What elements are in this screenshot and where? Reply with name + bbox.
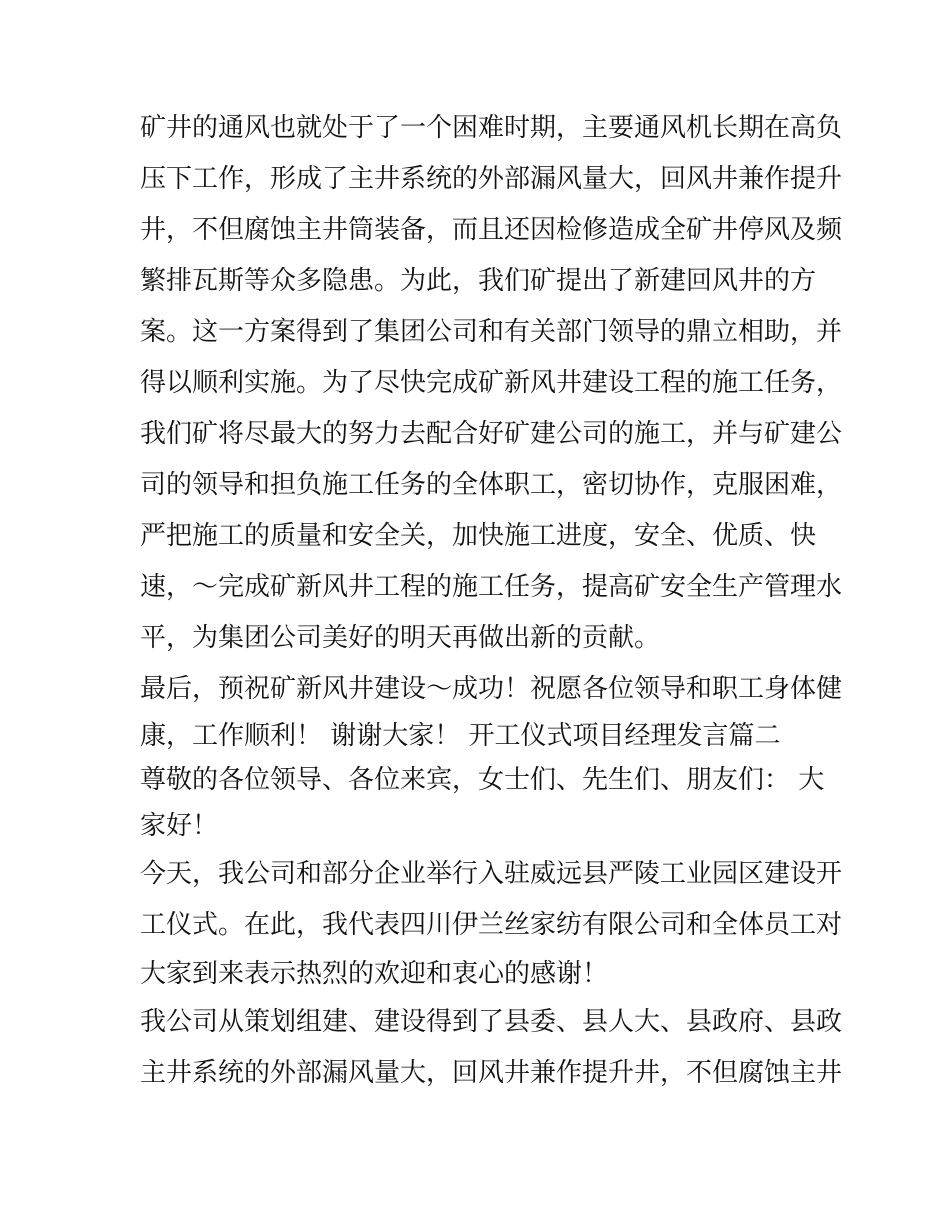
text-line: 繁排瓦斯等众多隐患。为此，我们矿提出了新建回风井的方 — [140, 266, 817, 296]
text-line: 压下工作，形成了主井系统的外部漏风量大，回风井兼作提升 — [140, 164, 843, 194]
text-line: 严把施工的质量和安全关，加快施工进度，安全、优质、快 — [140, 521, 817, 551]
text-line: 平，为集团公司美好的明天再做出新的贡献。 — [140, 623, 661, 653]
document-body — [140, 103, 843, 1099]
text-line: 井，不但腐蚀主井筒装备，而且还因检修造成全矿井停风及频 — [140, 215, 843, 245]
text-line: 最后，预祝矿新风井建设～成功！祝愿各位领导和职工身体健 — [140, 674, 843, 704]
text-line: 速，～完成矿新风井工程的施工任务，提高矿安全生产管理水 — [140, 572, 843, 602]
text-line: 我公司从策划组建、建设得到了县委、县人大、县政府、县政 — [140, 1007, 843, 1037]
text-line: 主井系统的外部漏风量大，回风井兼作提升井，不但腐蚀主井 — [140, 1058, 843, 1088]
text-line: 大家到来表示热烈的欢迎和衷心的感谢！ — [140, 959, 609, 989]
text-line: 今天，我公司和部分企业举行入驻威远县严陵工业园区建设开 — [140, 859, 843, 889]
text-line: 工仪式。在此，我代表四川伊兰丝家纺有限公司和全体员工对 — [140, 910, 843, 940]
text-line: 我们矿将尽最大的努力去配合好矿建公司的施工，并与矿建公 — [140, 419, 843, 449]
text-line: 案。这一方案得到了集团公司和有关部门领导的鼎立相助，并 — [140, 317, 843, 347]
text-line: 尊敬的各位领导、各位来宾，女士们、先生们、朋友们： 大 — [140, 765, 825, 795]
text-line: 矿井的通风也就处于了一个困难时期，主要通风机长期在高负 — [140, 113, 843, 143]
text-line: 司的领导和担负施工任务的全体职工，密切协作，克服困难， — [140, 470, 843, 500]
text-line: 得以顺利实施。为了尽快完成矿新风井建设工程的施工任务， — [140, 368, 843, 398]
text-line: 家好！ — [140, 811, 219, 841]
text-line: 康，工作顺利！ 谢谢大家！ 开工仪式项目经理发言篇二 — [140, 721, 781, 751]
